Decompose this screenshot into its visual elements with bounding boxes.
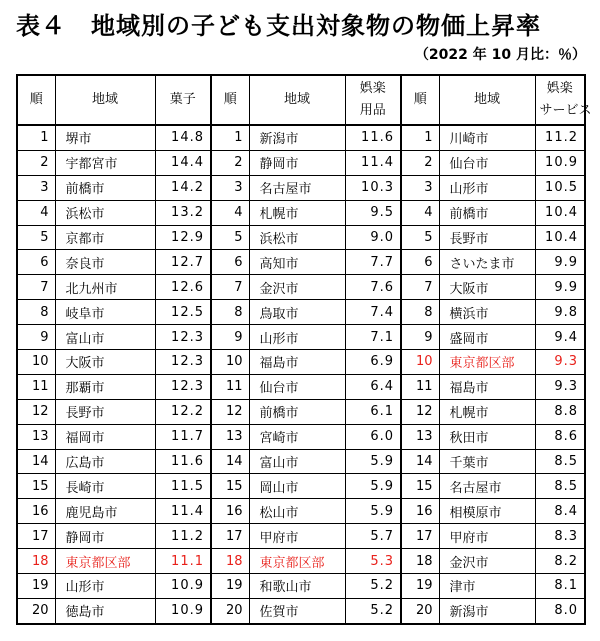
table-row	[17, 499, 585, 524]
area-cell: 川崎市	[439, 125, 535, 150]
value-cell: 14.8	[155, 125, 211, 150]
area-cell: 高知市	[249, 250, 345, 275]
area-cell: 浜松市	[249, 225, 345, 250]
area-cell: 長野市	[439, 225, 535, 250]
table-row	[17, 325, 585, 350]
table-row	[17, 175, 585, 200]
value-cell: 7.1	[345, 325, 401, 350]
price-table	[16, 74, 592, 625]
area-cell: 金沢市	[249, 275, 345, 300]
value-cell: 11.5	[155, 474, 211, 499]
area-cell: 広島市	[55, 449, 155, 474]
area-cell: 横浜市	[439, 300, 535, 325]
header-rank: 順	[401, 75, 439, 125]
rank-cell: 1	[17, 125, 55, 150]
rank-cell: 6	[17, 250, 55, 275]
value-cell: 11.4	[155, 499, 211, 524]
rank-cell: 7	[401, 275, 439, 300]
rank-cell: 2	[211, 150, 249, 175]
value-cell: 5.2	[345, 598, 401, 623]
area-cell: 秋田市	[439, 424, 535, 449]
rank-cell: 12	[211, 399, 249, 424]
unit-note: （2022 年 10 月比：％）	[414, 47, 586, 63]
value-cell: 9.4	[535, 325, 585, 350]
value-cell: 10.9	[155, 574, 211, 599]
rank-cell: 4	[211, 200, 249, 225]
value-cell: 9.0	[345, 225, 401, 250]
area-cell: 山形市	[249, 325, 345, 350]
header-area: 地域	[55, 75, 155, 125]
header-area: 地域	[249, 75, 345, 125]
rank-cell: 18	[401, 549, 439, 574]
area-cell: 那覇市	[55, 374, 155, 399]
area-cell: 浜松市	[55, 200, 155, 225]
rank-cell: 14	[401, 449, 439, 474]
header-goods	[345, 75, 401, 125]
area-cell: 前橋市	[55, 175, 155, 200]
header-services-line1: 娯楽	[546, 81, 573, 96]
rank-cell: 18	[211, 549, 249, 574]
table-row	[17, 250, 585, 275]
table-row	[17, 524, 585, 549]
table-row	[17, 374, 585, 399]
header-rank: 順	[211, 75, 249, 125]
table-row	[17, 150, 585, 175]
rank-cell: 16	[211, 499, 249, 524]
rank-cell: 18	[17, 549, 55, 574]
value-cell: 12.3	[155, 374, 211, 399]
rank-cell: 11	[17, 374, 55, 399]
value-cell: 11.6	[345, 125, 401, 150]
area-cell: 東京都区部	[55, 549, 155, 574]
table-row	[17, 125, 585, 150]
area-cell: 長崎市	[55, 474, 155, 499]
rank-cell: 11	[211, 374, 249, 399]
area-cell: 北九州市	[55, 275, 155, 300]
value-cell: 12.9	[155, 225, 211, 250]
rank-cell: 12	[401, 399, 439, 424]
value-cell: 6.9	[345, 350, 401, 375]
area-cell: 東京都区部	[439, 350, 535, 375]
rank-cell: 20	[17, 598, 55, 623]
value-cell: 5.9	[345, 474, 401, 499]
rank-cell: 1	[401, 125, 439, 150]
area-cell: 津市	[439, 574, 535, 599]
value-cell: 10.5	[535, 175, 585, 200]
table-row	[17, 300, 585, 325]
value-cell: 8.6	[535, 424, 585, 449]
rank-cell: 17	[17, 524, 55, 549]
table-row	[17, 275, 585, 300]
value-cell: 11.2	[155, 524, 211, 549]
value-cell: 14.2	[155, 175, 211, 200]
value-cell: 8.8	[535, 399, 585, 424]
rank-cell: 20	[211, 598, 249, 623]
value-cell: 12.3	[155, 325, 211, 350]
header-services	[535, 75, 592, 125]
value-cell: 12.2	[155, 399, 211, 424]
area-cell: 前橋市	[439, 200, 535, 225]
rank-cell: 16	[17, 499, 55, 524]
value-cell: 8.5	[535, 474, 585, 499]
rank-cell: 5	[17, 225, 55, 250]
rank-cell: 9	[211, 325, 249, 350]
table-row	[17, 225, 585, 250]
area-cell: 札幌市	[439, 399, 535, 424]
value-cell: 10.3	[345, 175, 401, 200]
value-cell: 8.5	[535, 449, 585, 474]
rank-cell: 17	[211, 524, 249, 549]
rank-cell: 8	[401, 300, 439, 325]
area-cell: 和歌山市	[249, 574, 345, 599]
rank-cell: 12	[17, 399, 55, 424]
area-cell: 甲府市	[249, 524, 345, 549]
area-cell: 富山市	[55, 325, 155, 350]
page-title: 表４ 地域別の子ども支出対象物の物価上昇率	[16, 12, 541, 40]
area-cell: 岡山市	[249, 474, 345, 499]
area-cell: 山形市	[55, 574, 155, 599]
area-cell: 札幌市	[249, 200, 345, 225]
area-cell: 松山市	[249, 499, 345, 524]
area-cell: 鹿児島市	[55, 499, 155, 524]
area-cell: 盛岡市	[439, 325, 535, 350]
value-cell: 9.8	[535, 300, 585, 325]
area-cell: 相模原市	[439, 499, 535, 524]
header-goods-line2: 用品	[359, 103, 386, 118]
value-cell: 9.9	[535, 250, 585, 275]
table-row	[17, 200, 585, 225]
value-cell: 10.9	[155, 598, 211, 623]
area-cell: 長野市	[55, 399, 155, 424]
area-cell: 千葉市	[439, 449, 535, 474]
area-cell: 金沢市	[439, 549, 535, 574]
rank-cell: 4	[401, 200, 439, 225]
area-cell: 山形市	[439, 175, 535, 200]
value-cell: 8.2	[535, 549, 585, 574]
header-services-line2: サービス	[539, 103, 592, 118]
area-cell: 宇都宮市	[55, 150, 155, 175]
area-cell: 福島市	[439, 374, 535, 399]
value-cell: 7.4	[345, 300, 401, 325]
rank-cell: 13	[401, 424, 439, 449]
rank-cell: 11	[401, 374, 439, 399]
rank-cell: 10	[401, 350, 439, 375]
rank-cell: 19	[17, 574, 55, 599]
rank-cell: 15	[401, 474, 439, 499]
area-cell: 岐阜市	[55, 300, 155, 325]
rank-cell: 13	[17, 424, 55, 449]
value-cell: 5.3	[345, 549, 401, 574]
value-cell: 11.6	[155, 449, 211, 474]
value-cell: 11.1	[155, 549, 211, 574]
rank-cell: 10	[211, 350, 249, 375]
value-cell: 12.5	[155, 300, 211, 325]
rank-cell: 4	[17, 200, 55, 225]
rank-cell: 6	[401, 250, 439, 275]
area-cell: 宮崎市	[249, 424, 345, 449]
rank-cell: 7	[211, 275, 249, 300]
value-cell: 12.6	[155, 275, 211, 300]
table-row	[17, 598, 585, 623]
header-row	[17, 75, 585, 125]
value-cell: 9.3	[535, 374, 585, 399]
rank-cell: 13	[211, 424, 249, 449]
area-cell: 新潟市	[249, 125, 345, 150]
value-cell: 5.7	[345, 524, 401, 549]
area-cell: 佐賀市	[249, 598, 345, 623]
area-cell: 前橋市	[249, 399, 345, 424]
area-cell: 福岡市	[55, 424, 155, 449]
area-cell: 仙台市	[249, 374, 345, 399]
area-cell: 静岡市	[249, 150, 345, 175]
rank-cell: 6	[211, 250, 249, 275]
area-cell: 新潟市	[439, 598, 535, 623]
table-row	[17, 399, 585, 424]
rank-cell: 14	[211, 449, 249, 474]
area-cell: 名古屋市	[249, 175, 345, 200]
area-cell: 京都市	[55, 225, 155, 250]
rank-cell: 19	[211, 574, 249, 599]
value-cell: 9.3	[535, 350, 585, 375]
area-cell: 名古屋市	[439, 474, 535, 499]
value-cell: 10.9	[535, 150, 585, 175]
value-cell: 10.4	[535, 225, 585, 250]
header-rank: 順	[17, 75, 55, 125]
rank-cell: 15	[211, 474, 249, 499]
table-row	[17, 549, 585, 574]
table-row	[17, 424, 585, 449]
header-goods-line1: 娯楽	[359, 81, 386, 96]
area-cell: 徳島市	[55, 598, 155, 623]
value-cell: 6.0	[345, 424, 401, 449]
value-cell: 11.4	[345, 150, 401, 175]
value-cell: 8.0	[535, 598, 585, 623]
rank-cell: 3	[17, 175, 55, 200]
value-cell: 12.7	[155, 250, 211, 275]
value-cell: 14.4	[155, 150, 211, 175]
table-row	[17, 474, 585, 499]
rank-cell: 17	[401, 524, 439, 549]
area-cell: さいたま市	[439, 250, 535, 275]
value-cell: 5.2	[345, 574, 401, 599]
area-cell: 大阪市	[439, 275, 535, 300]
rank-cell: 15	[17, 474, 55, 499]
table-row	[17, 449, 585, 474]
area-cell: 仙台市	[439, 150, 535, 175]
rank-cell: 16	[401, 499, 439, 524]
value-cell: 10.4	[535, 200, 585, 225]
value-cell: 13.2	[155, 200, 211, 225]
area-cell: 奈良市	[55, 250, 155, 275]
value-cell: 6.1	[345, 399, 401, 424]
rank-cell: 14	[17, 449, 55, 474]
value-cell: 8.1	[535, 574, 585, 599]
rank-cell: 5	[211, 225, 249, 250]
area-cell: 鳥取市	[249, 300, 345, 325]
rank-cell: 8	[17, 300, 55, 325]
area-cell: 富山市	[249, 449, 345, 474]
value-cell: 5.9	[345, 499, 401, 524]
rank-cell: 9	[17, 325, 55, 350]
rank-cell: 3	[211, 175, 249, 200]
value-cell: 9.9	[535, 275, 585, 300]
value-cell: 8.4	[535, 499, 585, 524]
header-snacks: 菓子	[155, 75, 211, 125]
rank-cell: 5	[401, 225, 439, 250]
value-cell: 7.6	[345, 275, 401, 300]
area-cell: 大阪市	[55, 350, 155, 375]
table-row	[17, 574, 585, 599]
value-cell: 11.2	[535, 125, 585, 150]
rank-cell: 1	[211, 125, 249, 150]
value-cell: 11.7	[155, 424, 211, 449]
header-area: 地域	[439, 75, 535, 125]
rank-cell: 19	[401, 574, 439, 599]
rank-cell: 2	[17, 150, 55, 175]
area-cell: 福島市	[249, 350, 345, 375]
rank-cell: 10	[17, 350, 55, 375]
value-cell: 7.7	[345, 250, 401, 275]
rank-cell: 3	[401, 175, 439, 200]
value-cell: 5.9	[345, 449, 401, 474]
area-cell: 静岡市	[55, 524, 155, 549]
rank-cell: 20	[401, 598, 439, 623]
value-cell: 12.3	[155, 350, 211, 375]
area-cell: 堺市	[55, 125, 155, 150]
table-row	[17, 350, 585, 375]
area-cell: 甲府市	[439, 524, 535, 549]
rank-cell: 7	[17, 275, 55, 300]
rank-cell: 9	[401, 325, 439, 350]
area-cell: 東京都区部	[249, 549, 345, 574]
value-cell: 9.5	[345, 200, 401, 225]
rank-cell: 8	[211, 300, 249, 325]
value-cell: 8.3	[535, 524, 585, 549]
value-cell: 6.4	[345, 374, 401, 399]
rank-cell: 2	[401, 150, 439, 175]
